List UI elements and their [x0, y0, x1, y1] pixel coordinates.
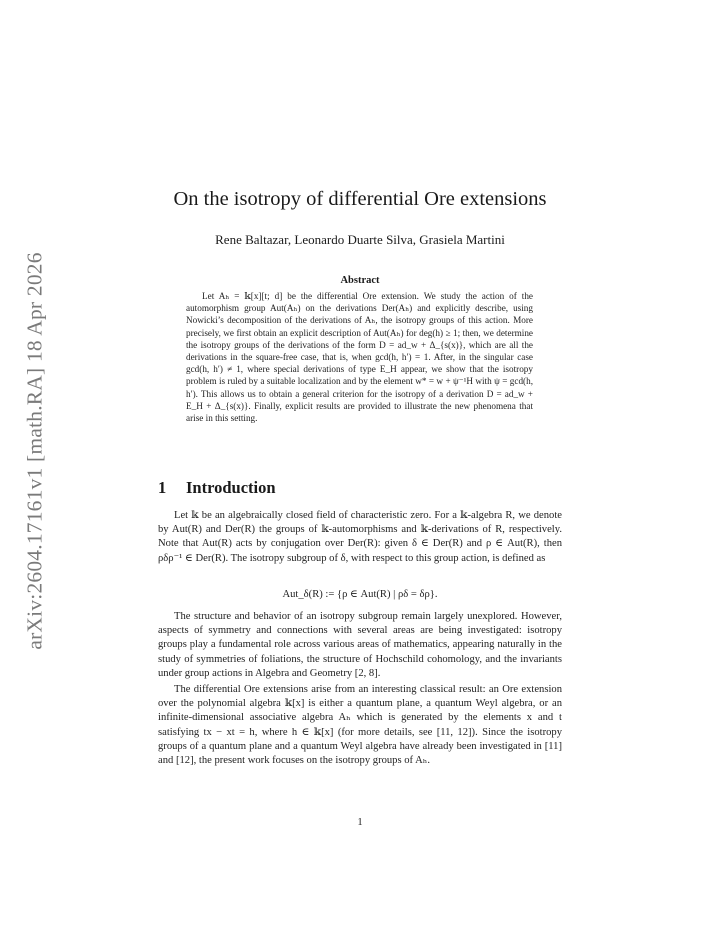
abstract-heading: Abstract [340, 275, 380, 286]
paragraph-intro-3 [158, 683, 562, 768]
section-title: Introduction [186, 478, 276, 497]
author-list: Rene Baltazar, Leonardo Duarte Silva, Grasiela Martini [215, 232, 505, 247]
paragraph-text: The differential Ore extensions arise from an interesting classical result: an Ore extension over the polynomial algebra 𝕜[x] is either a quantum plane, a quantum Weyl algebra, or an infinite-dimensional associative algebra Aₕ which is generated by the elements x and t satisfying tx − xt = h, where h ∈ 𝕜[x] (for more details, see [11, 12]). Since the isotropy groups of a quantum plane and a quantum Weyl algebra have already been investigated in [11] and [12], the present work focuses on the isotropy groups of Aₕ. [158, 684, 562, 767]
paragraph-intro-1 [158, 509, 562, 566]
abstract-body [186, 290, 533, 424]
section-heading [158, 478, 276, 498]
paragraph-text: The structure and behavior of an isotropy subgroup remain largely unexplored. However, aspects of symmetry and connections with several areas are being investigated: isotropy groups play a fundamental role across various areas of mathematics, appearing naturally in the study of symmetries of foliations, the structure of Hochschild cohomology, and the invariants under group actions in Algebra and Geometry [2, 8]. [158, 611, 562, 679]
paragraph-intro-2 [158, 610, 562, 681]
section-number: 1 [158, 478, 167, 497]
paper-title: On the isotropy of differential Ore extensions [173, 188, 547, 210]
paragraph-text: Let 𝕜 be an algebraically closed field of characteristic zero. For a 𝕜-algebra R, we denote by Aut(R) and Der(R) the groups of 𝕜-automorphisms and 𝕜-derivations of R, respectively. Note that Aut(R) acts by conjugation over Der(R): given δ ∈ Der(R) and ρ ∈ Aut(R), then ρδρ⁻¹ ∈ Der(R). The isotropy subgroup of δ, with respect to this group action, is defined as [158, 510, 562, 564]
abstract-text: Let Aₕ = 𝕜[x][t; d] be the differential Ore extension. We study the action of the automorphism group Aut(Aₕ) on the derivations Der(Aₕ) and explicitly describe, using Nowicki’s decomposition of the derivations of Aₕ, the isotropy groups of this action. More precisely, we first obtain an explicit description of Aut(Aₕ) for deg(h) ≥ 1; then, we determine the isotropy groups of the derivations of the form D = ad_w + Δ_{s(x)}, which are all the derivations in the square-free case, that is, when gcd(h, h′) = 1. After, in the singular case gcd(h, h′) ≠ 1, where special derivations of type E_H appear, we show that the isotropy problem is ruled by a suitable localization and by the element w* = w + ψ⁻¹H with ψ = gcd(h, h′). This allows us to obtain a general criterion for the isotropy of a derivation D = ad_w + E_H + Δ_{s(x)}. Finally, explicit results are provided to illustrate the new phenomena that arise in this setting. [186, 291, 533, 424]
page-number: 1 [357, 817, 363, 828]
isotropy-definition-equation: Aut_δ(R) := {ρ ∈ Aut(R) | ρδ = δρ}. [282, 589, 438, 600]
arxiv-identifier: arXiv:2604.17161v1 [math.RA] 18 Apr 2026 [22, 252, 47, 650]
